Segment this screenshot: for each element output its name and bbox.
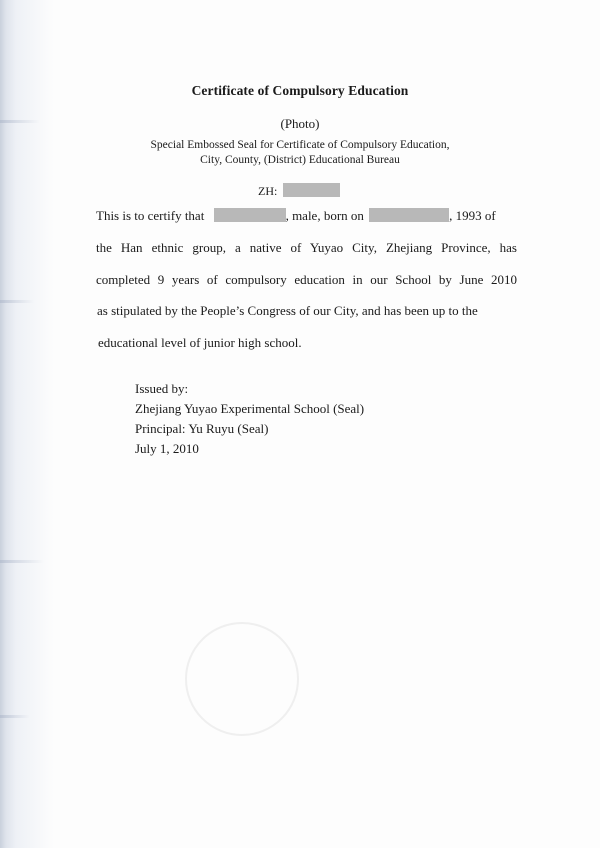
body-line-2: the Han ethnic group, a native of Yuyao City, Zhejiang Province, has — [96, 240, 517, 255]
seal-description-line-2: City, County, (District) Educational Bureau — [200, 154, 400, 166]
issuing-school: Zhejiang Yuyao Experimental School (Seal) — [135, 401, 365, 416]
issued-by-label: Issued by: — [135, 381, 189, 396]
body-line-4: as stipulated by the People’s Congress of our City, and has been up to the — [97, 303, 478, 318]
body-text: , 1993 of — [449, 208, 496, 223]
body-text: This is to certify that — [96, 208, 205, 223]
redacted-birth-date — [369, 208, 449, 222]
scan-streak — [0, 560, 44, 563]
body-text: , male, born on — [285, 208, 364, 223]
seal-description-line-1: Special Embossed Seal for Certificate of Compulsory Education, — [150, 139, 450, 151]
body-line-5: educational level of junior high school. — [98, 335, 302, 350]
faint-embossed-seal — [185, 622, 299, 736]
zh-number-row — [258, 183, 340, 199]
redacted-name — [214, 208, 286, 222]
scan-streak — [0, 715, 30, 718]
zh-label: ZH: — [258, 184, 278, 198]
scan-streak — [0, 300, 34, 303]
photo-placeholder: (Photo) — [280, 116, 320, 131]
certificate-title: Certificate of Compulsory Education — [191, 83, 409, 98]
principal-name: Principal: Yu Ruyu (Seal) — [135, 421, 269, 436]
body-line-3: completed 9 years of compulsory education in our School by June 2010 — [96, 272, 517, 287]
body-line-1 — [96, 208, 496, 224]
redacted-zh-number — [283, 183, 340, 197]
issue-date: July 1, 2010 — [135, 441, 199, 456]
